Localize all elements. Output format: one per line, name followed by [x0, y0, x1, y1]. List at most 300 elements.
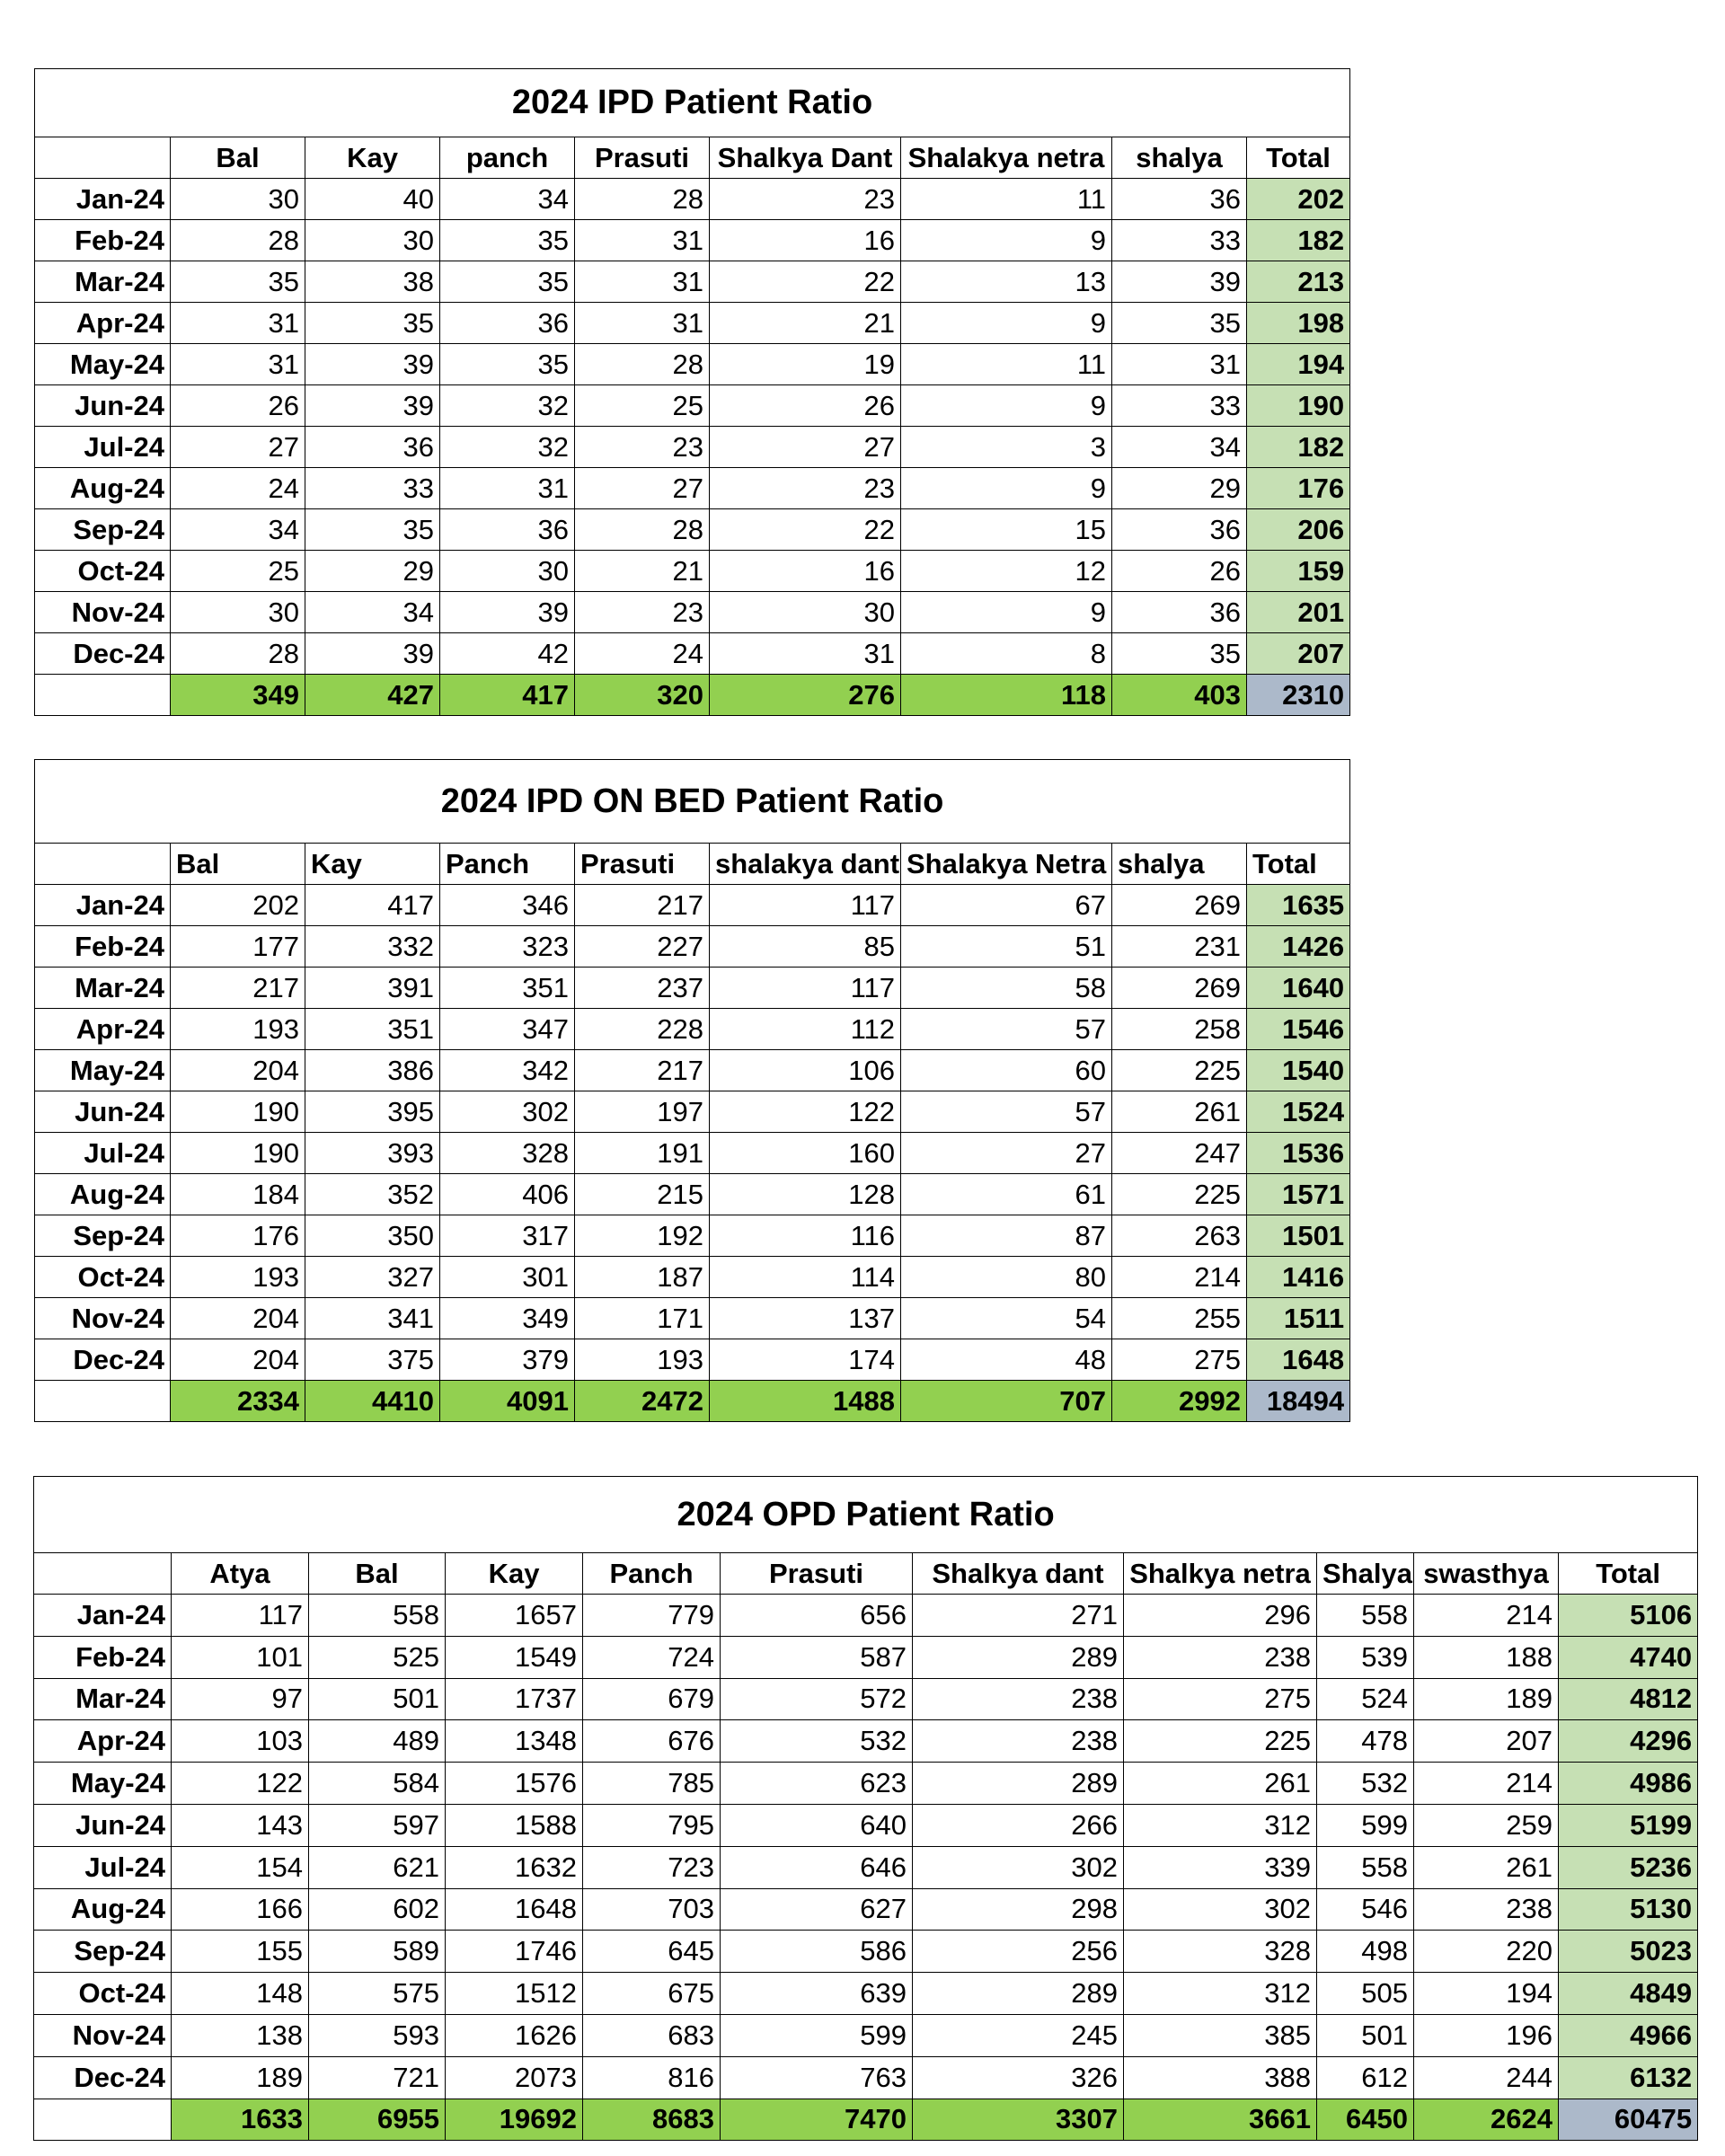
table-row	[35, 509, 1350, 551]
value-cell: 176	[171, 1215, 305, 1257]
row-total-cell: 1501	[1247, 1215, 1350, 1257]
value-cell: 342	[440, 1050, 575, 1091]
column-header: Shalakya Netra	[901, 844, 1112, 885]
column-header: Panch	[583, 1553, 721, 1595]
column-header: Prasuti	[575, 844, 710, 885]
value-cell: 34	[440, 179, 575, 220]
value-cell: 58	[901, 968, 1112, 1009]
value-cell: 33	[305, 468, 440, 509]
value-cell: 587	[721, 1636, 913, 1678]
value-cell: 1648	[446, 1888, 583, 1931]
column-sum-cell: 707	[901, 1381, 1112, 1422]
value-cell: 30	[171, 179, 305, 220]
value-cell: 184	[171, 1174, 305, 1215]
table-row	[34, 2014, 1698, 2056]
value-cell: 34	[171, 509, 305, 551]
sum-row	[35, 1381, 1350, 1422]
value-cell: 339	[1124, 1846, 1317, 1888]
value-cell: 9	[901, 592, 1112, 633]
sum-label-cell	[34, 2099, 172, 2141]
column-header: Bal	[171, 844, 305, 885]
value-cell: 347	[440, 1009, 575, 1050]
value-cell: 31	[171, 344, 305, 385]
value-cell: 231	[1112, 926, 1247, 968]
value-cell: 505	[1317, 1973, 1414, 2015]
month-cell: Dec-24	[35, 1339, 171, 1381]
column-sum-cell: 2992	[1112, 1381, 1247, 1422]
value-cell: 558	[309, 1595, 446, 1637]
value-cell: 36	[440, 509, 575, 551]
value-cell: 33	[1112, 220, 1247, 261]
value-cell: 393	[305, 1133, 440, 1174]
value-cell: 106	[710, 1050, 901, 1091]
value-cell: 261	[1112, 1091, 1247, 1133]
column-sum-cell: 4091	[440, 1381, 575, 1422]
value-cell: 35	[305, 303, 440, 344]
value-cell: 214	[1414, 1763, 1559, 1805]
table-row	[35, 926, 1350, 968]
table-row	[35, 551, 1350, 592]
header-row	[35, 137, 1350, 179]
value-cell: 721	[309, 2056, 446, 2099]
value-cell: 228	[575, 1009, 710, 1050]
value-cell: 11	[901, 344, 1112, 385]
column-sum-cell: 6450	[1317, 2099, 1414, 2141]
value-cell: 128	[710, 1174, 901, 1215]
value-cell: 117	[710, 968, 901, 1009]
column-header: Total	[1559, 1553, 1698, 1595]
month-cell: Dec-24	[34, 2056, 172, 2099]
value-cell: 795	[583, 1804, 721, 1846]
column-header: Panch	[440, 844, 575, 885]
value-cell: 15	[901, 509, 1112, 551]
value-cell: 23	[575, 427, 710, 468]
value-cell: 584	[309, 1763, 446, 1805]
value-cell: 160	[710, 1133, 901, 1174]
value-cell: 117	[172, 1595, 309, 1637]
value-cell: 190	[171, 1091, 305, 1133]
value-cell: 645	[583, 1931, 721, 1973]
value-cell: 1588	[446, 1804, 583, 1846]
value-cell: 332	[305, 926, 440, 968]
table-title: 2024 IPD ON BED Patient Ratio	[35, 760, 1350, 844]
value-cell: 621	[309, 1846, 446, 1888]
ipd-on-bed-patient-ratio-table	[34, 759, 1350, 1422]
value-cell: 189	[1414, 1678, 1559, 1720]
row-total-cell: 190	[1247, 385, 1350, 427]
value-cell: 215	[575, 1174, 710, 1215]
month-cell: Jul-24	[35, 427, 171, 468]
value-cell: 177	[171, 926, 305, 968]
value-cell: 54	[901, 1298, 1112, 1339]
month-cell: Oct-24	[34, 1973, 172, 2015]
value-cell: 190	[171, 1133, 305, 1174]
row-total-cell: 1511	[1247, 1298, 1350, 1339]
value-cell: 1632	[446, 1846, 583, 1888]
table-title: 2024 OPD Patient Ratio	[34, 1477, 1698, 1553]
value-cell: 116	[710, 1215, 901, 1257]
value-cell: 532	[721, 1720, 913, 1763]
table-row	[35, 1091, 1350, 1133]
value-cell: 3	[901, 427, 1112, 468]
value-cell: 137	[710, 1298, 901, 1339]
column-sum-cell: 8683	[583, 2099, 721, 2141]
value-cell: 386	[305, 1050, 440, 1091]
value-cell: 328	[440, 1133, 575, 1174]
value-cell: 35	[171, 261, 305, 303]
month-cell: Nov-24	[35, 1298, 171, 1339]
value-cell: 204	[171, 1050, 305, 1091]
value-cell: 23	[710, 179, 901, 220]
row-total-cell: 5023	[1559, 1931, 1698, 1973]
grand-total-cell: 2310	[1247, 675, 1350, 716]
corner-cell	[34, 1553, 172, 1595]
value-cell: 1626	[446, 2014, 583, 2056]
table-row	[35, 633, 1350, 675]
value-cell: 24	[575, 633, 710, 675]
column-header: swasthya	[1414, 1553, 1559, 1595]
value-cell: 30	[171, 592, 305, 633]
value-cell: 122	[710, 1091, 901, 1133]
value-cell: 13	[901, 261, 1112, 303]
month-cell: Nov-24	[34, 2014, 172, 2056]
column-header: Shalakya netra	[901, 137, 1112, 179]
value-cell: 31	[710, 633, 901, 675]
column-sum-cell: 417	[440, 675, 575, 716]
table-row	[35, 1339, 1350, 1381]
value-cell: 225	[1124, 1720, 1317, 1763]
row-total-cell: 182	[1247, 220, 1350, 261]
value-cell: 103	[172, 1720, 309, 1763]
value-cell: 395	[305, 1091, 440, 1133]
value-cell: 191	[575, 1133, 710, 1174]
sum-label-cell	[35, 1381, 171, 1422]
value-cell: 27	[901, 1133, 1112, 1174]
row-total-cell: 4986	[1559, 1763, 1698, 1805]
value-cell: 602	[309, 1888, 446, 1931]
value-cell: 289	[913, 1763, 1124, 1805]
value-cell: 247	[1112, 1133, 1247, 1174]
value-cell: 57	[901, 1091, 1112, 1133]
value-cell: 238	[1124, 1636, 1317, 1678]
value-cell: 539	[1317, 1636, 1414, 1678]
month-cell: Sep-24	[35, 509, 171, 551]
value-cell: 779	[583, 1595, 721, 1637]
value-cell: 703	[583, 1888, 721, 1931]
header-row	[35, 844, 1350, 885]
title-row	[35, 760, 1350, 844]
value-cell: 22	[710, 261, 901, 303]
value-cell: 29	[305, 551, 440, 592]
value-cell: 612	[1317, 2056, 1414, 2099]
table-row	[35, 427, 1350, 468]
value-cell: 34	[1112, 427, 1247, 468]
row-total-cell: 5106	[1559, 1595, 1698, 1637]
value-cell: 148	[172, 1973, 309, 2015]
column-header: Prasuti	[721, 1553, 913, 1595]
value-cell: 572	[721, 1678, 913, 1720]
value-cell: 302	[440, 1091, 575, 1133]
value-cell: 245	[913, 2014, 1124, 2056]
value-cell: 599	[1317, 1804, 1414, 1846]
value-cell: 31	[575, 303, 710, 344]
value-cell: 188	[1414, 1636, 1559, 1678]
row-total-cell: 198	[1247, 303, 1350, 344]
value-cell: 2073	[446, 2056, 583, 2099]
table-row	[35, 885, 1350, 926]
table-row	[35, 1215, 1350, 1257]
table-row	[34, 1846, 1698, 1888]
value-cell: 27	[171, 427, 305, 468]
value-cell: 193	[171, 1257, 305, 1298]
value-cell: 417	[305, 885, 440, 926]
value-cell: 289	[913, 1636, 1124, 1678]
value-cell: 30	[440, 551, 575, 592]
value-cell: 275	[1124, 1678, 1317, 1720]
value-cell: 524	[1317, 1678, 1414, 1720]
column-header: Kay	[305, 844, 440, 885]
value-cell: 194	[1414, 1973, 1559, 2015]
value-cell: 532	[1317, 1763, 1414, 1805]
value-cell: 33	[1112, 385, 1247, 427]
table-row	[35, 344, 1350, 385]
month-cell: Jun-24	[34, 1804, 172, 1846]
month-cell: Feb-24	[35, 926, 171, 968]
value-cell: 187	[575, 1257, 710, 1298]
value-cell: 217	[575, 1050, 710, 1091]
value-cell: 350	[305, 1215, 440, 1257]
column-header: Atya	[172, 1553, 309, 1595]
value-cell: 31	[575, 261, 710, 303]
value-cell: 26	[710, 385, 901, 427]
value-cell: 21	[710, 303, 901, 344]
column-header: Prasuti	[575, 137, 710, 179]
table-row	[35, 1298, 1350, 1339]
title-row	[34, 1477, 1698, 1553]
column-sum-cell: 19692	[446, 2099, 583, 2141]
value-cell: 1746	[446, 1931, 583, 1973]
table-row	[35, 468, 1350, 509]
row-total-cell: 159	[1247, 551, 1350, 592]
column-header: Shalya	[1317, 1553, 1414, 1595]
column-sum-cell: 1633	[172, 2099, 309, 2141]
value-cell: 36	[440, 303, 575, 344]
value-cell: 227	[575, 926, 710, 968]
value-cell: 9	[901, 303, 1112, 344]
value-cell: 589	[309, 1931, 446, 1973]
value-cell: 301	[440, 1257, 575, 1298]
value-cell: 24	[171, 468, 305, 509]
value-cell: 36	[1112, 179, 1247, 220]
column-sum-cell: 118	[901, 675, 1112, 716]
value-cell: 39	[440, 592, 575, 633]
value-cell: 155	[172, 1931, 309, 1973]
value-cell: 296	[1124, 1595, 1317, 1637]
value-cell: 269	[1112, 885, 1247, 926]
value-cell: 1512	[446, 1973, 583, 2015]
value-cell: 27	[575, 468, 710, 509]
value-cell: 28	[575, 509, 710, 551]
value-cell: 196	[1414, 2014, 1559, 2056]
grand-total-cell: 60475	[1559, 2099, 1698, 2141]
value-cell: 25	[575, 385, 710, 427]
value-cell: 117	[710, 885, 901, 926]
value-cell: 326	[913, 2056, 1124, 2099]
value-cell: 261	[1414, 1846, 1559, 1888]
column-header: Total	[1247, 844, 1350, 885]
title-row	[35, 69, 1350, 137]
month-cell: Jul-24	[34, 1846, 172, 1888]
value-cell: 97	[172, 1678, 309, 1720]
month-cell: Jan-24	[34, 1595, 172, 1637]
value-cell: 27	[710, 427, 901, 468]
table-row	[34, 1973, 1698, 2015]
value-cell: 375	[305, 1339, 440, 1381]
column-sum-cell: 2334	[171, 1381, 305, 1422]
column-sum-cell: 6955	[309, 2099, 446, 2141]
value-cell: 204	[171, 1298, 305, 1339]
row-total-cell: 1571	[1247, 1174, 1350, 1215]
column-header: Bal	[171, 137, 305, 179]
row-total-cell: 1426	[1247, 926, 1350, 968]
value-cell: 489	[309, 1720, 446, 1763]
value-cell: 40	[305, 179, 440, 220]
value-cell: 193	[171, 1009, 305, 1050]
corner-cell	[35, 137, 171, 179]
row-total-cell: 1640	[1247, 968, 1350, 1009]
row-total-cell: 4812	[1559, 1678, 1698, 1720]
value-cell: 640	[721, 1804, 913, 1846]
value-cell: 501	[309, 1678, 446, 1720]
column-sum-cell: 403	[1112, 675, 1247, 716]
value-cell: 35	[440, 261, 575, 303]
table-row	[34, 1678, 1698, 1720]
value-cell: 36	[1112, 509, 1247, 551]
row-total-cell: 202	[1247, 179, 1350, 220]
value-cell: 174	[710, 1339, 901, 1381]
row-total-cell: 1540	[1247, 1050, 1350, 1091]
corner-cell	[35, 844, 171, 885]
month-cell: Apr-24	[35, 303, 171, 344]
value-cell: 593	[309, 2014, 446, 2056]
row-total-cell: 1536	[1247, 1133, 1350, 1174]
value-cell: 25	[171, 551, 305, 592]
column-header: shalya	[1112, 844, 1247, 885]
month-cell: Mar-24	[35, 261, 171, 303]
value-cell: 60	[901, 1050, 1112, 1091]
value-cell: 34	[305, 592, 440, 633]
value-cell: 207	[1414, 1720, 1559, 1763]
value-cell: 346	[440, 885, 575, 926]
month-cell: Oct-24	[35, 551, 171, 592]
value-cell: 51	[901, 926, 1112, 968]
month-cell: Feb-24	[35, 220, 171, 261]
column-sum-cell: 3307	[913, 2099, 1124, 2141]
value-cell: 39	[305, 633, 440, 675]
value-cell: 30	[305, 220, 440, 261]
table-row	[34, 2056, 1698, 2099]
value-cell: 258	[1112, 1009, 1247, 1050]
month-cell: Jun-24	[35, 385, 171, 427]
value-cell: 323	[440, 926, 575, 968]
column-sum-cell: 1488	[710, 1381, 901, 1422]
value-cell: 676	[583, 1720, 721, 1763]
row-total-cell: 176	[1247, 468, 1350, 509]
value-cell: 39	[305, 344, 440, 385]
value-cell: 785	[583, 1763, 721, 1805]
month-cell: May-24	[35, 344, 171, 385]
month-cell: Nov-24	[35, 592, 171, 633]
value-cell: 12	[901, 551, 1112, 592]
value-cell: 28	[171, 220, 305, 261]
value-cell: 623	[721, 1763, 913, 1805]
sum-row	[34, 2099, 1698, 2141]
column-header: panch	[440, 137, 575, 179]
value-cell: 639	[721, 1973, 913, 2015]
value-cell: 23	[710, 468, 901, 509]
value-cell: 546	[1317, 1888, 1414, 1931]
value-cell: 385	[1124, 2014, 1317, 2056]
value-cell: 328	[1124, 1931, 1317, 1973]
column-header: Total	[1247, 137, 1350, 179]
value-cell: 28	[575, 344, 710, 385]
value-cell: 80	[901, 1257, 1112, 1298]
month-cell: Jan-24	[35, 885, 171, 926]
value-cell: 501	[1317, 2014, 1414, 2056]
month-cell: Jun-24	[35, 1091, 171, 1133]
column-sum-cell: 276	[710, 675, 901, 716]
table-row	[35, 385, 1350, 427]
month-cell: Jul-24	[35, 1133, 171, 1174]
value-cell: 627	[721, 1888, 913, 1931]
value-cell: 312	[1124, 1804, 1317, 1846]
value-cell: 31	[1112, 344, 1247, 385]
value-cell: 166	[172, 1888, 309, 1931]
table-row	[35, 1009, 1350, 1050]
value-cell: 351	[440, 968, 575, 1009]
row-total-cell: 6132	[1559, 2056, 1698, 2099]
value-cell: 29	[1112, 468, 1247, 509]
month-cell: Jan-24	[35, 179, 171, 220]
value-cell: 31	[575, 220, 710, 261]
value-cell: 379	[440, 1339, 575, 1381]
value-cell: 238	[913, 1720, 1124, 1763]
value-cell: 349	[440, 1298, 575, 1339]
column-header: shalya	[1112, 137, 1247, 179]
month-cell: Apr-24	[35, 1009, 171, 1050]
row-total-cell: 5199	[1559, 1804, 1698, 1846]
value-cell: 723	[583, 1846, 721, 1888]
column-sum-cell: 2472	[575, 1381, 710, 1422]
month-cell: Mar-24	[35, 968, 171, 1009]
value-cell: 1737	[446, 1678, 583, 1720]
month-cell: Feb-24	[34, 1636, 172, 1678]
value-cell: 16	[710, 220, 901, 261]
value-cell: 197	[575, 1091, 710, 1133]
row-total-cell: 201	[1247, 592, 1350, 633]
column-sum-cell: 2624	[1414, 2099, 1559, 2141]
month-cell: Aug-24	[35, 468, 171, 509]
table-row	[34, 1804, 1698, 1846]
table-row	[34, 1763, 1698, 1805]
value-cell: 597	[309, 1804, 446, 1846]
value-cell: 171	[575, 1298, 710, 1339]
row-total-cell: 5236	[1559, 1846, 1698, 1888]
value-cell: 32	[440, 385, 575, 427]
value-cell: 1549	[446, 1636, 583, 1678]
value-cell: 31	[440, 468, 575, 509]
value-cell: 57	[901, 1009, 1112, 1050]
